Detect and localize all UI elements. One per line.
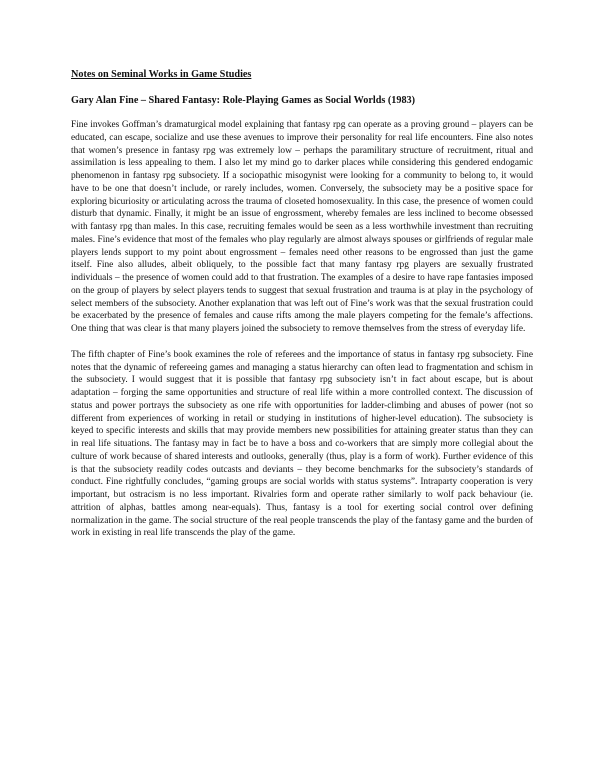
- paragraph-1: Fine invokes Goffman’s dramaturgical model explaining that fantasy rpg can operate as a proving ground – players can be educated, can escape, socialize and use these avenues to improve their personality for real life encounters. Fine also notes that women’s presence in fantasy rpg was extremely low – perhaps the paramilitary structure of recruitment, ritual and assimilation is less appealing to them. I also let my mind go to darker places while considering this gendered endogamic phenomenon in fantasy rpg subsociety. If a sociopathic misogynist were looking for a community to belong to, it would have to be one that doesn’t include, or rarely includes, women. Conversely, the subsociety may be a positive space for exploring bicuriosity or articulating across the trauma of closeted homosexuality. In this case, the presence of women could disturb that dynamic. Finally, it might be an issue of engrossment, whereby females are less inclined to become obsessed with fantasy rpg than males. In this case, recruiting females would be seen as a less worthwhile investment than recruiting males. Fine’s evidence that most of the females who play regularly are almost always spouses or girlfriends of regular male players lends support to my point about engrossment – females need other reasons to be engrossed than just the game itself. Fine also alludes, albeit obliquely, to the possible fact that many fantasy rpg players are sexually frustrated individuals – the presence of women could add to that frustration. The examples of a desire to have rape fantasies imposed on the group of players by select players tends to suggest that sexual frustration and trauma is at play in the psychology of select members of the subsociety. Another explanation that was left out of Fine’s work was that the sexual frustration could be exacerbated by the presence of females and cause rifts among the male players competing for the female’s affections. One thing that was clear is that many players joined the subsociety to remove themselves from the stress of everyday life.: [71, 120, 533, 334]
- document-page: [71, 68, 533, 540]
- document-heading: Notes on Seminal Works in Game Studies: [71, 69, 252, 80]
- document-subheading: Gary Alan Fine – Shared Fantasy: Role-Playing Games as Social Worlds (1983): [71, 95, 416, 106]
- paragraph-2: The fifth chapter of Fine’s book examines the role of referees and the importance of status in fantasy rpg subsociety. Fine notes that the dynamic of refereeing games and managing a status hierarchy can often lead to fragmentation and schism in the subsociety. I would suggest that it is possible that fantasy rpg subsociety isn’t in fact about escape, but is about adaptation – forging the same opportunities and structure of real life within a more controlled context. The discussion of status and power portrays the subsociety as one rife with opportunities for ladder-climbing and abuses of power (not so different from experiences of working in retail or studying in institutions of higher-level education). The subsociety is keyed to specific interests and skills that may provide members new possibilities for attaining greater status than they can in real life situations. The fantasy may in fact be to have a boss and co-workers that are simply more collegial about the culture of work because of shared interests and outlooks, generally (thus, play is a form of work). Further evidence of this is that the subsociety readily codes outcasts and deviants – they become benchmarks for the subsociety’s standards of conduct. Fine rightfully concludes, “gaming groups are social worlds with status systems”. Intraparty cooperation is very important, but ostracism is no less important. Rivalries form and operate rather similarly to wolf pack behaviour (ie. attrition of alphas, battles among near-equals). Thus, fantasy is a tool for exerting social control over defining normalization in the game. The social structure of the real people transcends the play of the fantasy game and the burden of work in existing in real life transcends the play of the game.: [71, 349, 533, 539]
